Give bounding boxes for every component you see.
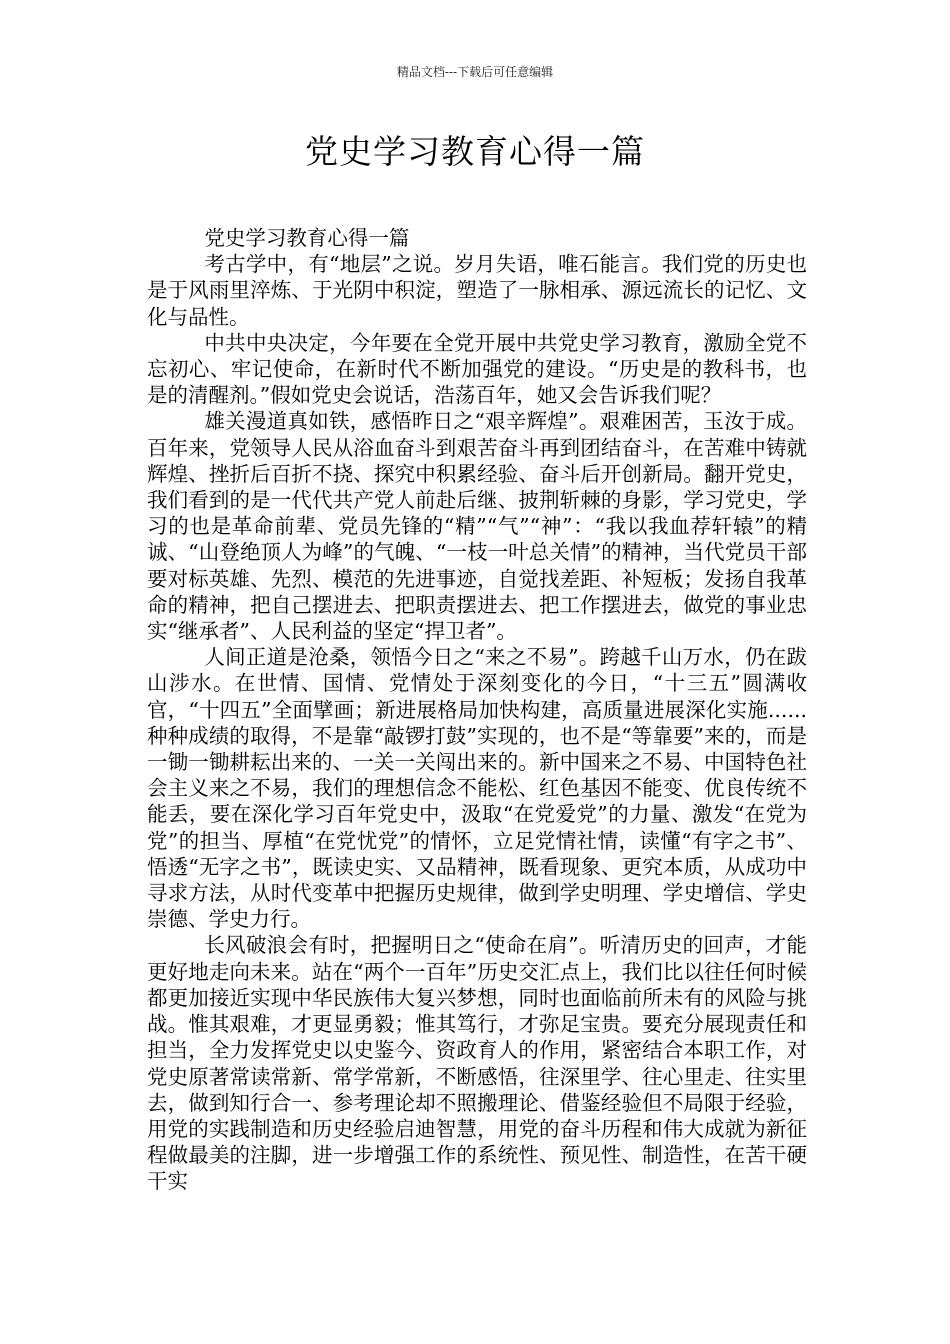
paragraph: 人间正道是沧桑，领悟今日之“来之不易”。跨越千山万水，仍在跋山涉水。在世情、国情、党情处于深刻变化的今日，“十三五”圆满收官，“十四五”全面擘画；新进展格局加快构建，高质量进展深化实施......种种成绩的取得，不是靠“敲锣打鼓”实现的，也不是“等靠要”来的，而是一锄一锄耕耘出来的、一关一关闯出来的。新中国来之不易、中国特色社会主义来之不易，我们的理想信念不能松、红色基因不能变、优良传统不能丢，要在深化学习百年党史中，汲取“在党爱党”的力量、激发“在党为党”的担当、厚植“在党忧党”的情怀，立足党情社情，读懂“有字之书”、悟透“无字之书”，既读史实、又品精神，既看现象、更究本质，从成功中寻求方法，从时代变革中把握历史规律，做到学史明理、学史增信、学史崇德、学史力行。	[147, 645, 807, 932]
document-title: 党史学习教育心得一篇	[305, 132, 645, 171]
paragraph: 考古学中，有“地层”之说。岁月失语，唯石能言。我们党的历史也是于风雨里淬炼、于光阴中积淀，塑造了一脉相承、源远流长的记忆、文化与品性。	[147, 252, 807, 329]
paragraph: 长风破浪会有时，把握明日之“使命在肩”。听清历史的回声，才能更好地走向未来。站在“两个一百年”历史交汇点上，我们比以往任何时候都更加接近实现中华民族伟大复兴梦想，同时也面临前所未有的风险与挑战。惟其艰难，才更显勇毅；惟其笃行，才弥足宝贵。要充分展现责任和担当，全力发挥党史以史鉴今、资政育人的作用，紧密结合本职工作，对党史原著常读常新、常学常新，不断感悟，往深里学、往心里走、往实里去，做到知行合一、参考理论却不照搬理论、借鉴经验但不局限于经验，用党的实践制造和历史经验启迪智慧，用党的奋斗历程和伟大成就为新征程做最美的注脚，进一步增强工作的系统性、预见性、制造性，在苦干硬干实	[147, 933, 807, 1194]
paragraph: 中共中央决定，今年要在全党开展中共党史学习教育，激励全党不忘初心、牢记使命，在新时代不断加强党的建设。“历史是的教科书，也是的清醒剂。”假如党史会说话，浩荡百年，她又会告诉我们呢？	[147, 330, 807, 408]
paragraph: 雄关漫道真如铁，感悟昨日之“艰辛辉煌”。艰难困苦，玉汝于成。百年来，党领导人民从浴血奋斗到艰苦奋斗再到团结奋斗，在苦难中铸就辉煌、挫折后百折不挠、探究中积累经验、奋斗后开创新局。翻开党史，我们看到的是一代代共产党人前赴后继、披荆斩棘的身影，学习党史，学习的也是革命前辈、党员先锋的“精”“气”“神”：“我以我血荐轩辕”的精诚、“山登绝顶人为峰”的气魄、“一枝一叶总关情”的精神，当代党员干部要对标英雄、先烈、模范的先进事迹，自觉找差距、补短板；发扬自我革命的精神，把自己摆进去、把职责摆进去、把工作摆进去，做党的事业忠实“继承者”、人民利益的坚定“捍卫者”。	[147, 409, 807, 644]
paragraph: 党史学习教育心得一篇	[204, 226, 410, 250]
document-body	[147, 225, 807, 1195]
page-header: 精品文档---下载后可任意编辑	[396, 65, 554, 79]
